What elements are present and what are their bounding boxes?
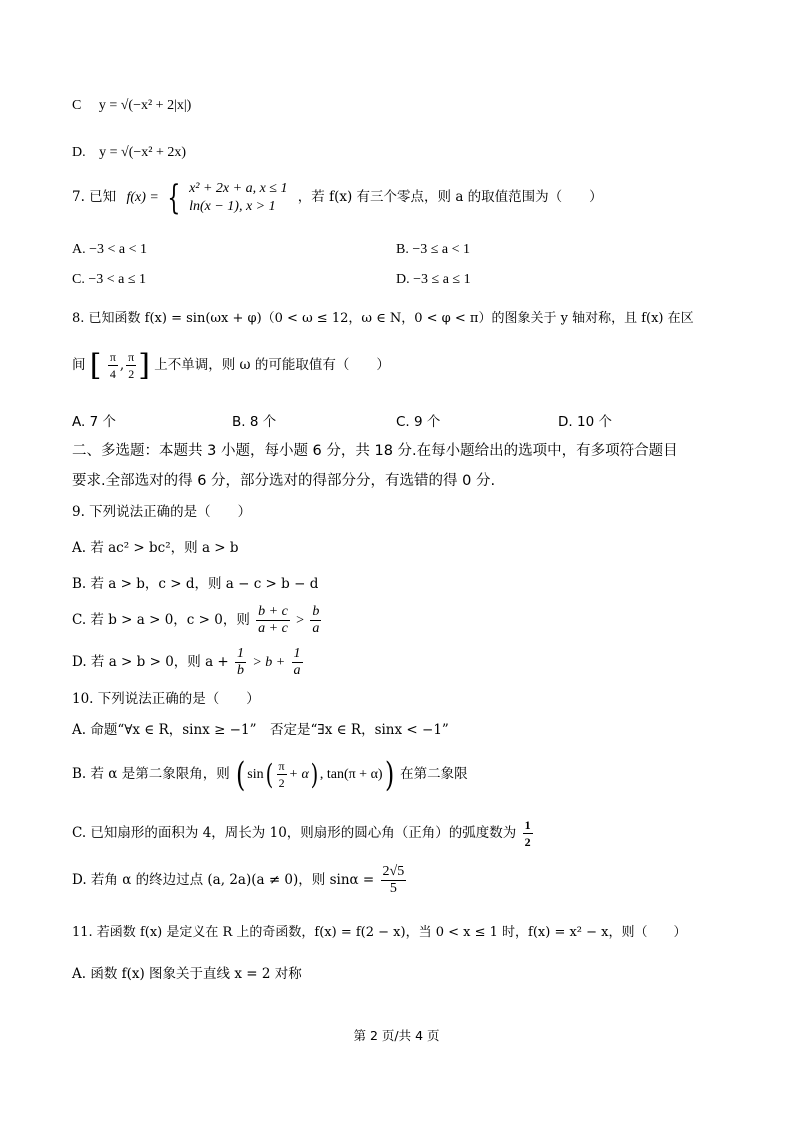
fraction: $\frac{1}{a}$ <box>293 646 301 678</box>
question-text: 7. 已知 <box>72 189 117 205</box>
q9-option-a: A. 若 ac² > bc²，则 a > b <box>72 540 239 556</box>
q8-option-c: C. 9 个 <box>396 414 441 430</box>
fraction: $\frac{2√5}{5}$ <box>382 864 405 896</box>
option-c-line <box>72 97 191 115</box>
q8-option-d: D. 10 个 <box>558 414 612 430</box>
q10-option-d: D. 若角 α 的终边过点 (a, 2a)(a ≠ 0)，则 sinα = $\frac{2√5}{5}$ <box>72 864 405 896</box>
fraction: $\frac{1}{b}$ <box>237 646 245 678</box>
q11-option-a: A. 函数 f(x) 图象关于直线 x = 2 对称 <box>72 966 302 982</box>
fraction: $\frac{\pi}{2}$ <box>278 759 285 790</box>
case-2: ln(x − 1), x > 1 <box>189 198 276 214</box>
option-label: C <box>72 98 82 113</box>
paren-right: ) <box>310 757 319 791</box>
q8-option-b: B. 8 个 <box>232 414 277 430</box>
fraction: $\frac{b}{a}$ <box>312 604 320 636</box>
section-2-heading-line-2: 要求.全部选对的得 6 分，部分选对的得部分分，有选错的得 0 分. <box>72 473 496 489</box>
paren-left: ( <box>265 757 273 791</box>
section-2-heading-line-1: 二、多选题：本题共 3 小题，每小题 6 分，共 18 分.在每小题给出的选项中，有多项符合题目 <box>72 443 678 459</box>
option-label: D. <box>72 145 86 160</box>
fraction: $\frac{\pi}{4}$ <box>109 350 116 381</box>
question-8-line-2: 间 [ $\frac{\pi}{4}$ , $\frac{\pi}{2}$ ] 上不单调，则 ω 的可能取值有（ ） <box>72 347 390 383</box>
fraction: $\frac{1}{2}$ <box>524 818 531 849</box>
question-8-line-1: 8. 已知函数 f(x) = sin(ωx + φ)（0 < ω ≤ 12，ω ∈ N，0 < φ < π）的图象关于 y 轴对称，且 f(x) 在区 <box>72 311 694 326</box>
q9-option-b: B. 若 a > b，c > d，则 a − c > b − d <box>72 576 319 592</box>
paren-left: ( <box>235 754 246 795</box>
brace: { <box>167 177 181 218</box>
formula: y = √(−x² + 2x) <box>99 145 187 160</box>
formula: y = √(−x² + 2|x|) <box>98 98 192 113</box>
q9-option-d: D. 若 a > b > 0，则 a + $\frac{1}{b}$ > b + $\frac{1}{a}$ <box>72 646 301 678</box>
fraction: $\frac{\pi}{2}$ <box>128 350 135 381</box>
function-name: f(x) = <box>126 190 159 205</box>
q10-option-c: C. 已知扇形的面积为 4，周长为 10，则扇形的圆心角（正角）的弧度数为 $\frac{1}{2}$ <box>72 818 531 849</box>
question-text: 间 <box>72 357 86 373</box>
bracket-left: [ <box>89 347 102 383</box>
piecewise-cases <box>189 180 287 216</box>
paren-right: ) <box>384 754 394 795</box>
q7-option-a: A. −3 < a < 1 <box>72 242 148 257</box>
option-d-line <box>72 144 186 162</box>
question-11: 11. 若函数 f(x) 是定义在 R 上的奇函数，f(x) = f(2 − x)，当 0 < x ≤ 1 时，f(x) = x² − x，则（ ） <box>72 925 687 940</box>
q10-option-a: A. 命题“∀x ∈ R，sinx ≥ −1” 否定是“∃x ∈ R，sinx < −1” <box>72 722 449 738</box>
question-text: 上不单调，则 ω 的可能取值有（ ） <box>154 357 390 373</box>
bracket-right: ] <box>138 347 150 383</box>
q7-option-d: D. −3 ≤ a ≤ 1 <box>396 272 471 287</box>
q7-option-b: B. −3 ≤ a < 1 <box>396 242 471 257</box>
q10-option-b: B. 若 α 是第二象限角，则 ( sin( $\frac{\pi}{2}$ + α) , tan(π + α)) 在第二象限 <box>72 754 468 795</box>
case-1: x² + 2x + a, x ≤ 1 <box>189 180 288 196</box>
question-9: 9. 下列说法正确的是（ ） <box>72 504 252 520</box>
page-footer: 第 2 页/共 4 页 <box>353 1028 440 1043</box>
q9-option-c: C. 若 b > a > 0，c > 0，则 $\frac{b + c}{a + c}$ > $\frac{b}{a}$ <box>72 604 320 636</box>
question-7 <box>72 179 603 216</box>
question-10: 10. 下列说法正确的是（ ） <box>72 691 260 707</box>
question-text: ，若 f(x) 有三个零点，则 a 的取值范围为（ ） <box>297 189 603 205</box>
q7-option-c: C. −3 < a ≤ 1 <box>72 272 147 287</box>
q8-option-a: A. 7 个 <box>72 414 116 430</box>
fraction: $\frac{b + c}{a + c}$ <box>258 604 288 636</box>
